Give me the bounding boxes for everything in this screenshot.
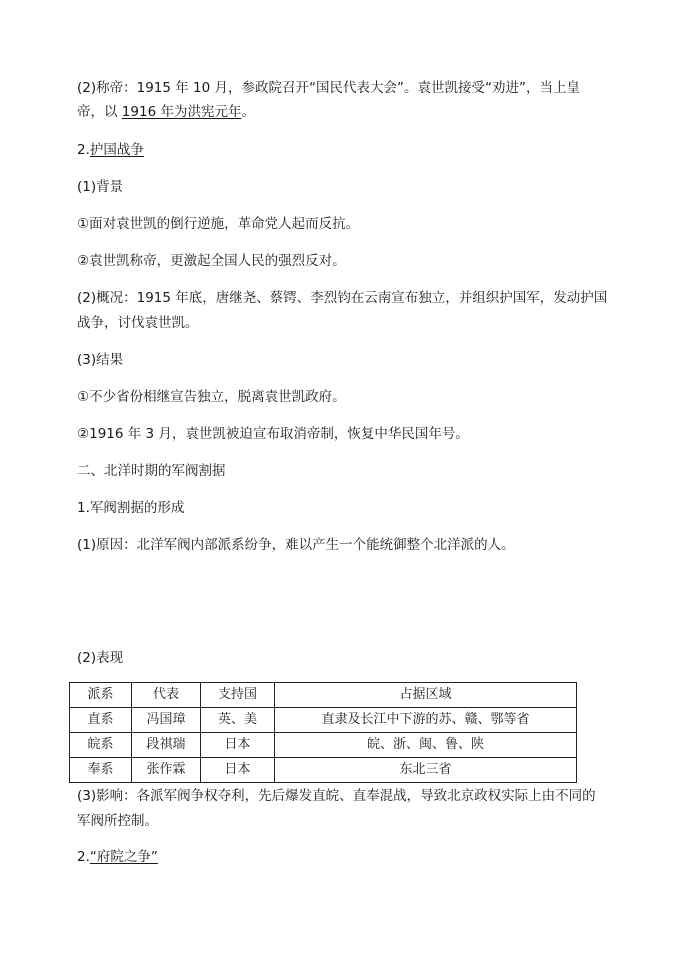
text: 帝，以: [77, 104, 122, 120]
table-cell: 皖系: [70, 733, 132, 758]
warlord-factions-table: [69, 682, 577, 783]
section-2-heading: 二、北洋时期的军阀割据: [77, 463, 226, 479]
heading-title: “府院之争”: [89, 849, 158, 865]
table-cell: 日本: [201, 733, 275, 758]
table-header-row: [70, 683, 577, 708]
table-cell: 英、美: [201, 708, 275, 733]
heading-number: 2.: [77, 849, 90, 865]
proclaim-emperor-line-1: (2)称帝：1915 年 10 月，参政院召开“国民代表大会”。袁世凯接受“劝进”，当上皇: [77, 80, 581, 96]
header-cell: 占据区域: [275, 683, 577, 708]
table-cell: 直系: [70, 708, 132, 733]
heading-huguo-war: [77, 137, 618, 163]
table-cell: 张作霖: [132, 758, 201, 783]
proclaim-emperor-line-2: [77, 99, 618, 125]
result-item-2: ②1916 年 3 月，袁世凯被迫宣布取消帝制，恢复中华民国年号。: [77, 426, 469, 442]
performance-title: (2)表现: [77, 650, 124, 666]
impact-line-1: (3)影响：各派军阀争权夺利，先后爆发直皖、直奉混战，导致北京政权实际上由不同的: [77, 788, 596, 804]
table-cell: 冯国璋: [132, 708, 201, 733]
heading-title: 护国战争: [89, 142, 144, 158]
text: 。: [241, 104, 255, 120]
heading-number: 2.: [77, 142, 90, 158]
subsection-formation: 1.军阀割据的形成: [77, 500, 185, 516]
result-title: (3)结果: [77, 352, 124, 368]
cause-text: (1)原因：北洋军阀内部派系纷争，难以产生一个能统御整个北洋派的人。: [77, 537, 515, 553]
overview-line-2: 战争，讨伐袁世凯。: [77, 315, 199, 331]
table-row: [70, 733, 577, 758]
overview-line-1: (2)概况：1915 年底，唐继尧、蔡锷、李烈钧在云南宣布独立，并组织护国军，发动护国: [77, 290, 608, 306]
table-cell: 东北三省: [275, 758, 577, 783]
hongxian-year: 1916 年为洪宪元年: [121, 104, 242, 120]
result-item-1: ①不少省份相继宣告独立，脱离袁世凯政府。: [77, 389, 346, 405]
table-cell: 日本: [201, 758, 275, 783]
table-cell: 段祺瑞: [132, 733, 201, 758]
table-cell: 皖、浙、闽、鲁、陕: [275, 733, 577, 758]
table-cell: 奉系: [70, 758, 132, 783]
impact-line-2: 军阀所控制。: [77, 813, 158, 829]
header-cell: 代表: [132, 683, 201, 708]
header-cell: 支持国: [201, 683, 275, 708]
background-title: (1)背景: [77, 179, 124, 195]
background-item-2: ②袁世凯称帝，更激起全国人民的强烈反对。: [77, 253, 346, 269]
header-cell: 派系: [70, 683, 132, 708]
background-item-1: ①面对袁世凯的倒行逆施，革命党人起而反抗。: [77, 216, 360, 232]
table-row: [70, 758, 577, 783]
heading-fuyuan-dispute: [77, 844, 618, 870]
table-row: [70, 708, 577, 733]
table-cell: 直隶及长江中下游的苏、赣、鄂等省: [275, 708, 577, 733]
